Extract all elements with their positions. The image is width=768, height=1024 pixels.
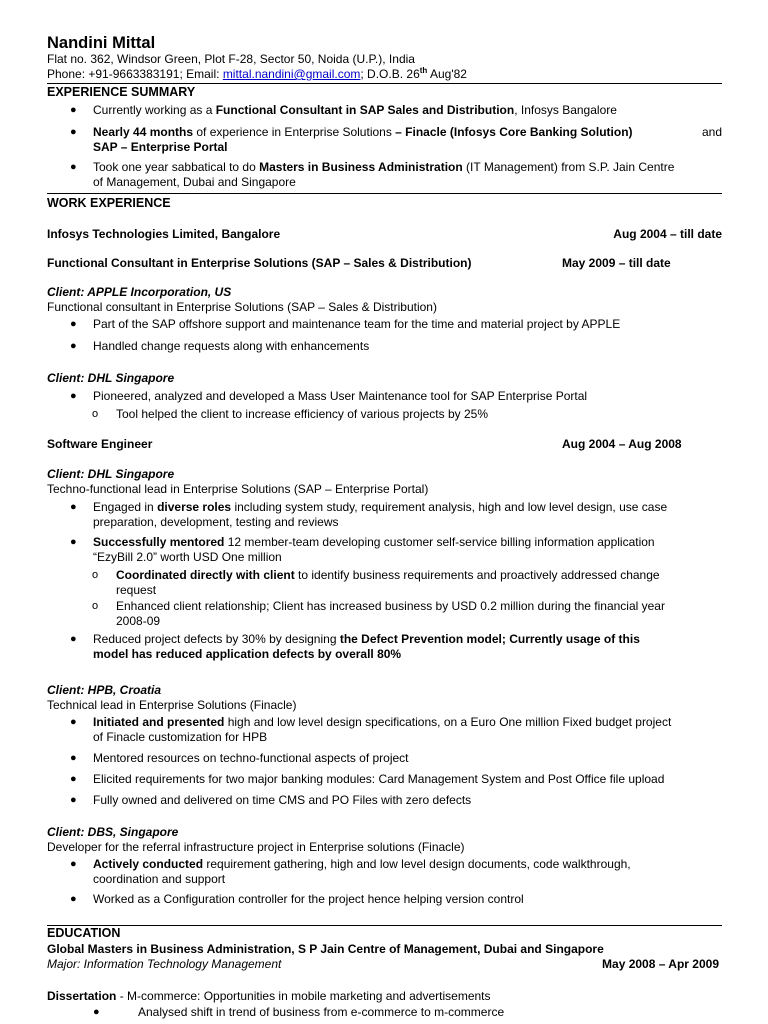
list-item: Engaged in diverse roles including system study, requirement analysis, high and low level design, use case preparation, development, testing and reviews [93, 500, 668, 529]
divider [47, 925, 722, 926]
list-item: Initiated and presented high and low level design specifications, on a Euro One million Fixed budget project of Finacle customization for HPB [93, 715, 672, 744]
degree-dates: May 2008 – Apr 2009 [602, 957, 719, 971]
candidate-name: Nandini Mittal [47, 34, 156, 52]
sub-bullet-icon: o [92, 569, 99, 581]
phone-text: Phone: +91-9663383191; Email: [47, 67, 223, 81]
degree-title: Global Masters in Business Administration, S P Jain Centre of Management, Dubai and Singapore [47, 942, 604, 956]
divider [47, 193, 722, 194]
summary-item: Nearly 44 months of experience in Enterprise Solutions – Finacle (Infosys Core Banking Solution) and SAP – Enterprise Portal [93, 125, 722, 154]
bullet-icon: ● [70, 858, 77, 870]
sub-list-item: Coordinated directly with client to identify business requirements and proactively addressed change request [116, 568, 660, 597]
bullet-icon: ● [70, 716, 77, 728]
list-item: Successfully mentored 12 member-team developing customer self-service billing information application “EzyBill 2.0” worth USD One million [93, 535, 655, 564]
summary-item: Currently working as a Functional Consultant in SAP Sales and Distribution, Infosys Bangalore [93, 103, 617, 117]
client-title: Client: APPLE Incorporation, US [47, 285, 232, 299]
role-dates: May 2009 – till date [562, 256, 671, 270]
summary-item: Took one year sabbatical to do Masters in Business Administration (IT Management) from S.P. Jain Centre of Management, Dubai and Singapore [93, 160, 675, 189]
sub-bullet-icon: o [92, 408, 99, 420]
bullet-icon: ● [70, 501, 77, 513]
bullet-icon: ● [93, 1006, 100, 1018]
company-name: Infosys Technologies Limited, Bangalore [47, 227, 281, 241]
client-title: Client: HPB, Croatia [47, 683, 162, 697]
list-item: Reduced project defects by 30% by designing the Defect Prevention model; Currently usage of this model has reduced application defects by overall 80% [93, 632, 640, 661]
bullet-icon: ● [70, 794, 77, 806]
list-item: Mentored resources on techno-functional aspects of project [93, 751, 409, 765]
client-title: Client: DHL Singapore [47, 467, 175, 481]
sub-list-item: Enhanced client relationship; Client has increased business by USD 0.2 million during the financial year 2008-09 [116, 599, 665, 628]
bullet-icon: ● [70, 318, 77, 330]
section-heading-summary: EXPERIENCE SUMMARY [47, 85, 196, 99]
dissertation-line: Dissertation - M-commerce: Opportunities in mobile marketing and advertisements [47, 989, 491, 1003]
list-item: Analysed shift in trend of business from e-commerce to m-commerce [138, 1005, 505, 1019]
role-title: Functional Consultant in Enterprise Solutions (SAP – Sales & Distribution) [47, 256, 472, 270]
bullet-icon: ● [70, 104, 77, 116]
sub-bullet-icon: o [92, 600, 99, 612]
list-item: Pioneered, analyzed and developed a Mass User Maintenance tool for SAP Enterprise Portal [93, 389, 588, 403]
bullet-icon: ● [70, 773, 77, 785]
divider [47, 83, 722, 84]
list-item: Fully owned and delivered on time CMS and PO Files with zero defects [93, 793, 472, 807]
bullet-icon: ● [70, 161, 77, 173]
bullet-icon: ● [70, 633, 77, 645]
bullet-icon: ● [70, 536, 77, 548]
contact-line [47, 67, 467, 82]
list-item: Actively conducted requirement gathering, high and low level design documents, code walkthrough, coordination and support [93, 857, 631, 886]
bullet-icon: ● [70, 752, 77, 764]
client-title: Client: DBS, Singapore [47, 825, 179, 839]
list-item: Elicited requirements for two major banking modules: Card Management System and Post Office file upload [93, 772, 665, 786]
degree-major: Major: Information Technology Management [47, 957, 282, 971]
sub-list-item: Tool helped the client to increase efficiency of various projects by 25% [116, 407, 488, 421]
role-title: Software Engineer [47, 437, 153, 451]
list-item: Handled change requests along with enhancements [93, 339, 370, 353]
list-item: Part of the SAP offshore support and maintenance team for the time and material project by APPLE [93, 317, 621, 331]
bullet-icon: ● [70, 390, 77, 402]
section-heading-education: EDUCATION [47, 926, 121, 940]
section-heading-work: WORK EXPERIENCE [47, 196, 171, 210]
list-item: Worked as a Configuration controller for the project hence helping version control [93, 892, 524, 906]
dob-month: Aug'82 [427, 67, 467, 81]
bullet-icon: ● [70, 893, 77, 905]
client-description: Functional consultant in Enterprise Solutions (SAP – Sales & Distribution) [47, 300, 437, 314]
role-dates: Aug 2004 – Aug 2008 [562, 437, 682, 451]
dob-superscript: th [419, 66, 428, 75]
dob-text: ; D.O.B. 26 [360, 67, 420, 81]
address-line: Flat no. 362, Windsor Green, Plot F-28, Sector 50, Noida (U.P.), India [47, 52, 415, 66]
client-description: Technical lead in Enterprise Solutions (Finacle) [47, 698, 297, 712]
client-title: Client: DHL Singapore [47, 371, 175, 385]
client-description: Developer for the referral infrastructure project in Enterprise solutions (Finacle) [47, 840, 465, 854]
bullet-icon: ● [70, 340, 77, 352]
email-link[interactable]: mittal.nandini@gmail.com [222, 67, 361, 81]
client-description: Techno-functional lead in Enterprise Solutions (SAP – Enterprise Portal) [47, 482, 429, 496]
bullet-icon: ● [70, 126, 77, 138]
company-dates: Aug 2004 – till date [613, 227, 722, 241]
